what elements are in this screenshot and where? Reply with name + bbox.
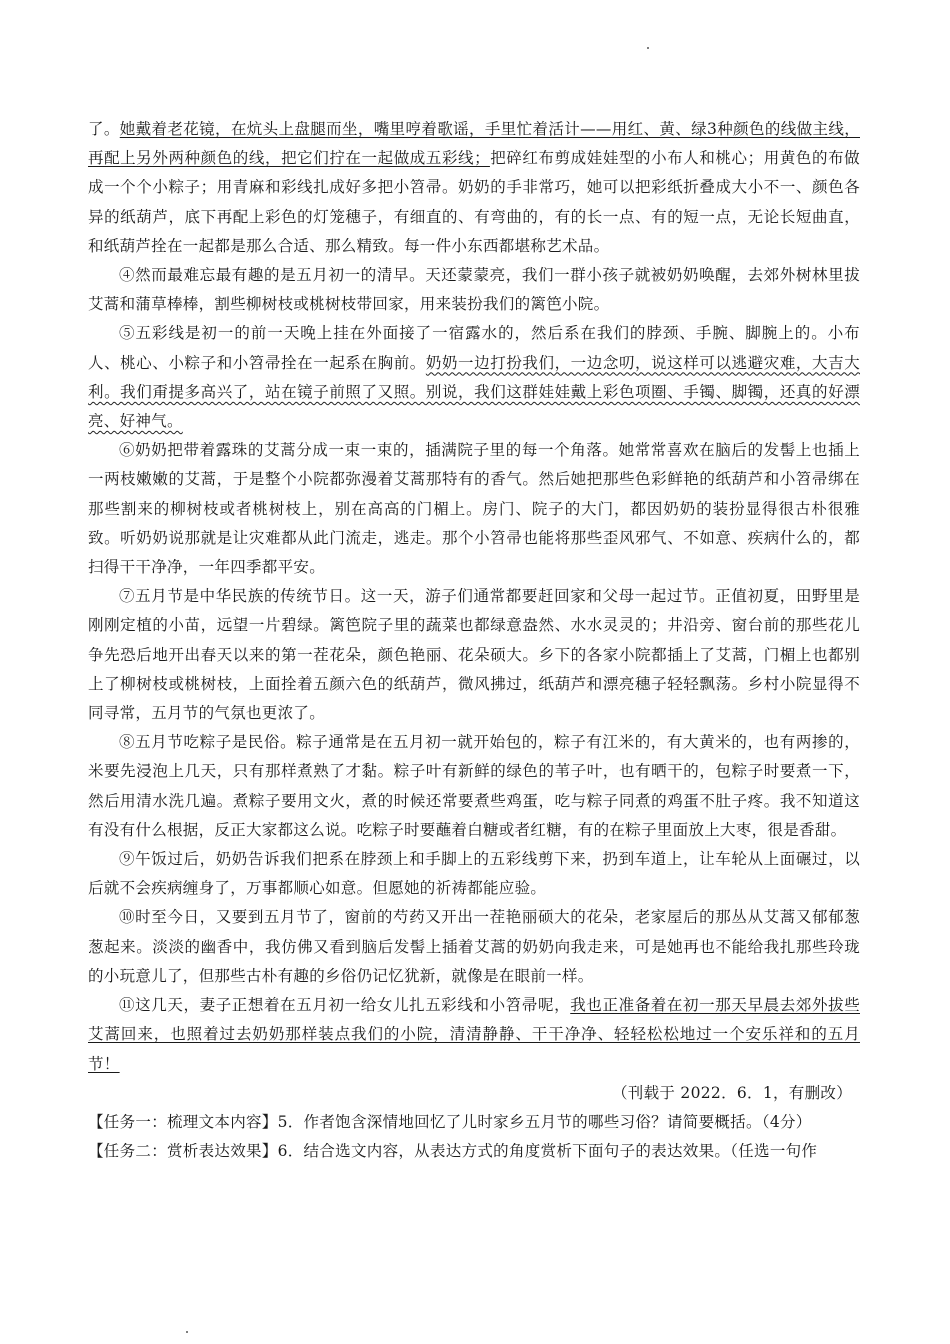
paragraph-3-lead: 了。 xyxy=(88,120,120,138)
paragraph-7: ⑦五月节是中华民族的传统节日。这一天，游子们通常都要赶回家和父母一起过节。正值初夏，田野里是刚刚定植的小苗，远望一片碧绿。篱笆院子里的蔬菜也都绿意盎然、水水灵灵的；井沿旁、窗台前的那些花儿争先恐后地开出春天以来的第一茬花朵，颜色艳丽、花朵硕大。乡下的各家小院都插上了艾蒿，门楣上也都别上了柳树枝或桃树枝，上面拴着五颜六色的纸葫芦，微风拂过，纸葫芦和漂亮穗子轻轻飘荡。乡村小院显得不同寻常，五月节的气氛也更浓了。 xyxy=(88,587,860,723)
paragraph-3 xyxy=(88,115,860,261)
scan-dot-bottom xyxy=(186,1331,188,1333)
paragraph-3-rest: 把碎红布剪成娃娃型的小布人和桃心；用黄色的布做成一个个小粽子；用青麻和彩线扎成好多把小笤帚。奶奶的手非常巧，她可以把彩纸折叠成大小不一、颜色各异的纸葫芦，底下再配上彩色的灯笼穗子，有细直的、有弯曲的，有的长一点、有的短一点，无论长短曲直，和纸葫芦拴在一起都是那么合适、那么精致。每一件小东西都堪称艺术品。 xyxy=(88,149,860,255)
paragraph-3-underlined: 她戴着老花镜，在炕头上盘腿而坐，嘴里哼着歌谣，手里忙着活计——用红、黄、绿3种颜色的线做主线，再配上另外两种颜色的线，把它们拧在一起做成五彩线； xyxy=(88,120,860,168)
paragraph-5-wavy-underlined: 奶奶一边打扮我们，一边念叨，说这样可以逃避灾难，大吉大利。我们甭提多高兴了，站在镜子前照了又照。别说，我们这群娃娃戴上彩色项圈、手镯、脚镯，还真的好漂亮、好神气。 xyxy=(88,353,860,431)
paragraph-6: ⑥奶奶把带着露珠的艾蒿分成一束一束的，插满院子里的每一个角落。她常常喜欢在脑后的发髻上也插上一两枝嫩嫩的艾蒿，于是整个小院都弥漫着艾蒿那特有的香气。然后她把那些色彩鲜艳的纸葫芦和小笤帚绑在那些割来的柳树枝或者桃树枝上，别在高高的门楣上。房门、院子的大门，都因奶奶的装扮显得很古朴很雅致。听奶奶说那就是让灾难都从此门流走，逃走。那个小笤帚也能将那些歪风邪气、不如意、疾病什么的，都扫得干干净净，一年四季都平安。 xyxy=(88,441,860,577)
article-body xyxy=(88,115,860,1166)
task-2: 【任务二：赏析表达效果】6．结合选文内容，从表达方式的角度赏析下面句子的表达效果。（任选一句作 xyxy=(88,1142,818,1161)
paragraph-5-lead: ⑤五彩线是初一的前一天晚上挂在外面接了一宿露水的，然后系在我们的脖颈、手腕、脚腕上的。小布人、桃心、小粽子和小笤帚拴在一起系在胸前。 xyxy=(88,324,860,372)
paragraph-5 xyxy=(88,319,860,436)
paragraph-11-underlined: 我也正准备着在初一那天早晨去郊外拔些艾蒿回来，也照着过去奶奶那样装点我们的小院，清清静静、干干净净、轻轻松松地过一个安乐祥和的五月节！ xyxy=(88,996,860,1073)
source-note: （刊载于 2022．6．1，有删改） xyxy=(612,1083,852,1102)
paragraph-11 xyxy=(88,991,860,1079)
paragraph-4: ④然而最难忘最有趣的是五月初一的清早。天还蒙蒙亮，我们一群小孩子就被奶奶唤醒，去郊外树林里拔艾蒿和蒲草棒棒，割些柳树枝或桃树枝带回家，用来装扮我们的篱笆小院。 xyxy=(88,266,860,314)
scan-dot-top xyxy=(647,47,649,49)
paragraph-9: ⑨午饭过后，奶奶告诉我们把系在脖颈上和手脚上的五彩线剪下来，扔到车道上，让车轮从上面碾过，以后就不会疾病缠身了，万事都顺心如意。但愿她的祈祷都能应验。 xyxy=(88,850,860,898)
paragraph-8: ⑧五月节吃粽子是民俗。粽子通常是在五月初一就开始包的，粽子有江米的，有大黄米的，也有两掺的，米要先浸泡上几天，只有那样煮熟了才黏。粽子叶有新鲜的绿色的苇子叶，也有晒干的，包粽子时要煮一下，然后用清水洗几遍。煮粽子要用文火，煮的时候还常要煮些鸡蛋，吃与粽子同煮的鸡蛋不肚子疼。我不知道这有没有什么根据，反正大家都这么说。吃粽子时要蘸着白糖或者红糖，有的在粽子里面放上大枣，很是香甜。 xyxy=(88,733,860,839)
paragraph-11-lead: ⑪这几天，妻子正想着在五月初一给女儿扎五彩线和小笤帚呢， xyxy=(119,996,571,1015)
paragraph-10: ⑩时至今日，又要到五月节了，窗前的芍药又开出一茬艳丽硕大的花朵，老家屋后的那丛从艾蒿又郁郁葱葱起来。淡淡的幽香中，我仿佛又看到脑后发髻上插着艾蒿的奶奶向我走来，可是她再也不能给我扎那些玲珑的小玩意儿了，但那些古朴有趣的乡俗仍记忆犹新，就像是在眼前一样。 xyxy=(88,908,860,985)
task-1: 【任务一：梳理文本内容】5．作者饱含深情地回忆了儿时家乡五月节的哪些习俗？请简要概括。（4分） xyxy=(88,1112,812,1131)
